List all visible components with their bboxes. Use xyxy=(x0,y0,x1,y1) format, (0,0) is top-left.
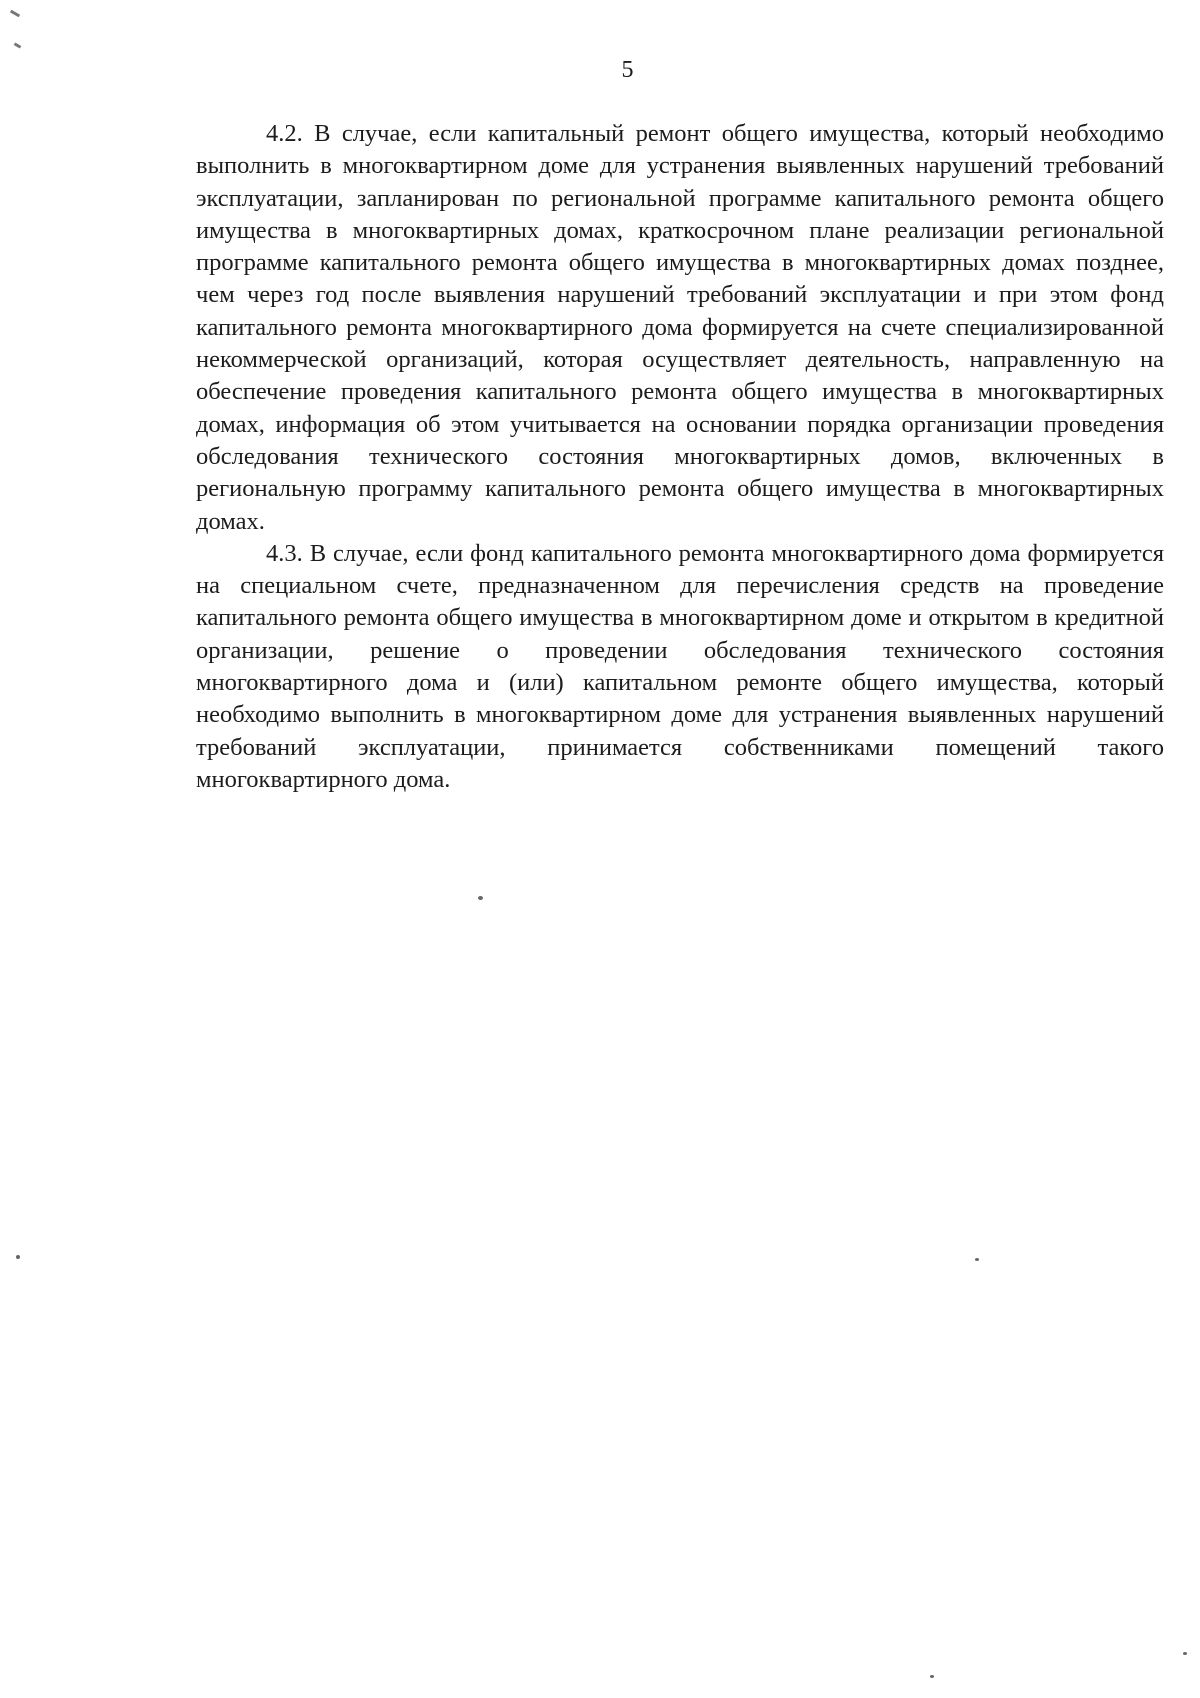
scan-artifact xyxy=(10,10,20,18)
scan-speck xyxy=(930,1675,934,1678)
document-body xyxy=(196,118,1164,796)
scan-speck xyxy=(478,896,483,900)
page-number: 5 xyxy=(621,57,634,83)
scan-speck xyxy=(1183,1652,1187,1655)
scan-speck xyxy=(975,1258,979,1261)
paragraph-4-3: 4.3. В случае, если фонд капитального ремонта многоквартирного дома формируется на специальном счете, предназначенном для перечисления средств на проведение капитального ремонта общего имущества в многоквартирном доме и открытом в кредитной организации, решение о проведении обследования технического состояния многоквартирного дома и (или) капитальном ремонте общего имущества, который необходимо выполнить в многоквартирном доме для устранения выявленных нарушений требований эксплуатации, принимается собственниками помещений такого многоквартирного дома. xyxy=(196,539,1164,793)
scan-speck xyxy=(16,1255,20,1259)
paragraph-4-2: 4.2. В случае, если капитальный ремонт общего имущества, который необходимо выполнить в многоквартирном доме для устранения выявленных нарушений требований эксплуатации, запланирован по региональной программе капитального ремонта общего имущества в многоквартирных домах, краткосрочном плане реализации региональной программе капитального ремонта общего имущества в многоквартирных домах позднее, чем через год после выявления нарушений требований эксплуатации и при этом фонд капитального ремонта многоквартирного дома формируется на счете специализированной некоммерческой организаций, которая осуществляет деятельность, направленную на обеспечение проведения капитального ремонта общего имущества в многоквартирных домах, информация об этом учитывается на основании порядка организации проведения обследования технического состояния многоквартирных домов, включенных в региональную программу капитального ремонта общего имущества в многоквартирных домах. xyxy=(196,120,1164,535)
scan-artifact xyxy=(14,42,22,48)
